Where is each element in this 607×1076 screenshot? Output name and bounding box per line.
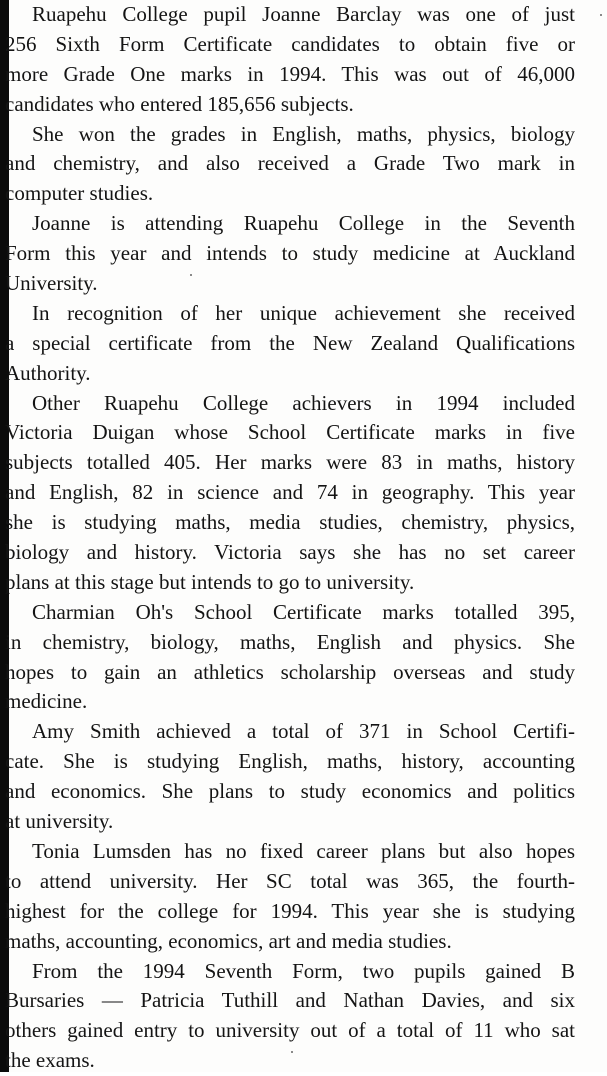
text-line: and English, 82 in science and 74 in geography. This year [5, 478, 575, 508]
text-line: Charmian Oh's School Certificate marks totalled 395, [5, 598, 575, 628]
text-line: Form this year and intends to study medicine at Auckland [5, 239, 575, 269]
text-line: plans at this stage but intends to go to university. [5, 568, 575, 598]
text-line: Bursaries — Patricia Tuthill and Nathan Davies, and six [5, 986, 575, 1016]
text-line: She won the grades in English, maths, physics, biology [5, 120, 575, 150]
text-line: Ruapehu College pupil Joanne Barclay was one of just [5, 0, 575, 30]
text-line: computer studies. [5, 179, 575, 209]
text-line: the exams. [5, 1046, 575, 1076]
scan-speck [600, 14, 602, 16]
paragraph-4 [5, 299, 575, 389]
text-line: University. [5, 269, 575, 299]
paragraph-2 [5, 120, 575, 210]
paragraph-8 [5, 837, 575, 957]
text-line: Amy Smith achieved a total of 371 in School Certifi- [5, 717, 575, 747]
text-line: at university. [5, 807, 575, 837]
paragraph-1 [5, 0, 575, 120]
text-line: hopes to gain an athletics scholarship overseas and study [5, 658, 575, 688]
text-line: 256 Sixth Form Certificate candidates to obtain five or [5, 30, 575, 60]
text-line: she is studying maths, media studies, chemistry, physics, [5, 508, 575, 538]
text-line: cate. She is studying English, maths, history, accounting [5, 747, 575, 777]
text-line: Tonia Lumsden has no fixed career plans but also hopes [5, 837, 575, 867]
text-line: highest for the college for 1994. This year she is studying [5, 897, 575, 927]
text-line: and economics. She plans to study economics and politics [5, 777, 575, 807]
text-line: Other Ruapehu College achievers in 1994 included [5, 389, 575, 419]
paragraph-3 [5, 209, 575, 299]
text-line: to attend university. Her SC total was 365, the fourth- [5, 867, 575, 897]
text-line: candidates who entered 185,656 subjects. [5, 90, 575, 120]
text-line: In recognition of her unique achievement she received [5, 299, 575, 329]
paragraph-6 [5, 598, 575, 718]
scan-speck [291, 1051, 293, 1053]
text-line: Joanne is attending Ruapehu College in the Seventh [5, 209, 575, 239]
paragraph-5 [5, 389, 575, 598]
text-line: a special certificate from the New Zealand Qualifications [5, 329, 575, 359]
text-line: and chemistry, and also received a Grade Two mark in [5, 149, 575, 179]
paragraph-9 [5, 957, 575, 1076]
text-line: subjects totalled 405. Her marks were 83 in maths, history [5, 448, 575, 478]
text-line: more Grade One marks in 1994. This was out of 46,000 [5, 60, 575, 90]
text-line: medicine. [5, 687, 575, 717]
text-line: Victoria Duigan whose School Certificate marks in five [5, 418, 575, 448]
text-line: maths, accounting, economics, art and media studies. [5, 927, 575, 957]
paragraph-7 [5, 717, 575, 837]
text-line: in chemistry, biology, maths, English and physics. She [5, 628, 575, 658]
scan-speck [190, 274, 192, 276]
text-line: Authority. [5, 359, 575, 389]
text-line: biology and history. Victoria says she has no set career [5, 538, 575, 568]
text-line: others gained entry to university out of a total of 11 who sat [5, 1016, 575, 1046]
article-body [5, 0, 575, 1076]
text-line: From the 1994 Seventh Form, two pupils gained B [5, 957, 575, 987]
